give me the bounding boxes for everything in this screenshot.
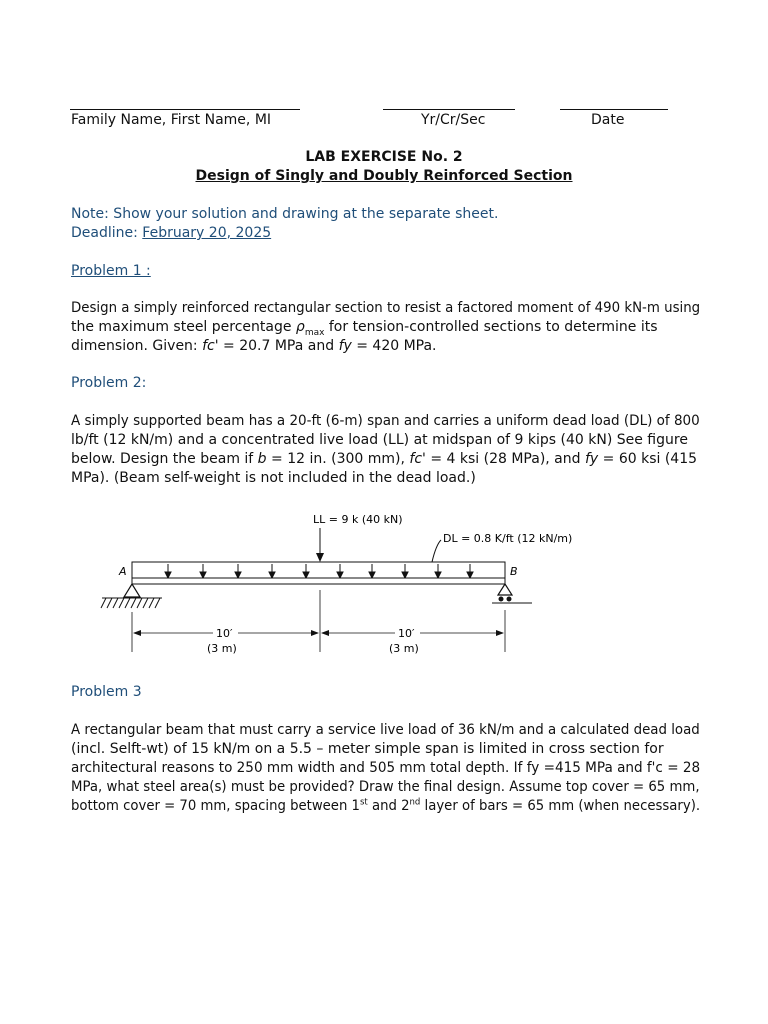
deadline	[71, 224, 271, 243]
problem3-line1: A rectangular beam that must carry a service live load of 36 kN/m and a calculated dead load	[71, 722, 700, 738]
span2-m: (3 m)	[389, 642, 419, 655]
dim-arrow-2r	[496, 630, 504, 636]
problem1-line3	[71, 337, 437, 356]
problem2-line3a: below. Design the beam if	[71, 451, 258, 467]
problem3-line5a: bottom cover = 70 mm, spacing between 1	[71, 798, 360, 814]
problem2-line2: lb/ft (12 kN/m) and a concentrated live load (LL) at midspan of 9 kips (40 kN) See figure	[71, 432, 688, 448]
problem2-heading: Problem 2:	[71, 375, 147, 391]
support-a-label: A	[119, 565, 127, 578]
dim-arrow-1r	[311, 630, 319, 636]
fc-symbol: fc'	[202, 338, 219, 354]
dl-arrows	[165, 564, 473, 578]
name-label: Family Name, First Name, MI	[71, 112, 272, 128]
support-a-pin	[124, 584, 140, 597]
beam	[132, 578, 505, 584]
problem2-line4: MPa). (Beam self-weight is not included in the dead load.)	[71, 470, 476, 486]
rho-subscript: max	[304, 327, 325, 338]
problem1-line2	[71, 318, 658, 337]
fc-symbol: fc'	[409, 451, 426, 467]
span1-m: (3 m)	[207, 642, 237, 655]
deadline-label: Deadline:	[71, 225, 143, 241]
date-label: Date	[591, 112, 625, 128]
problem2-line3b: = 12 in. (300 mm),	[266, 451, 410, 467]
problem2-line3d: = 60 ksi (415	[598, 451, 698, 467]
problem1-heading: Problem 1 :	[71, 263, 151, 279]
support-b-label: B	[510, 565, 518, 578]
span2-ft: 10′	[398, 627, 415, 640]
problem3-line2: (incl. Selft-wt) of 15 kN/m on a 5.5 – meter simple span is limited in cross section for	[71, 741, 664, 757]
problem2-line1: A simply supported beam has a 20-ft (6-m) span and carries a uniform dead load (DL) of 800	[71, 413, 700, 429]
span1-ft: 10′	[216, 627, 233, 640]
ll-label: LL = 9 k (40 kN)	[313, 513, 403, 526]
ll-arrowhead	[316, 553, 324, 562]
b-symbol: b	[257, 451, 267, 467]
roller-wheel-2	[507, 597, 512, 602]
section-label: Yr/Cr/Sec	[421, 112, 486, 128]
date-line	[560, 109, 668, 110]
problem1-line1: Design a simply reinforced rectangular section to resist a factored moment of 490 kN-m using	[71, 300, 701, 316]
dim-arrow-1l	[133, 630, 141, 636]
sup-st: st	[359, 797, 368, 808]
problem1-line2b: for tension-controlled sections to determine its	[324, 319, 658, 335]
dl-label: DL = 0.8 K/ft (12 kN/m)	[443, 532, 573, 545]
problem3-heading: Problem 3	[71, 684, 142, 700]
problem3-line5b: and 2	[367, 798, 410, 814]
name-line	[70, 109, 300, 110]
problem1-line3b: = 20.7 MPa and	[218, 338, 339, 354]
exercise-title: LAB EXERCISE No. 2	[305, 149, 463, 165]
problem1-line3a: dimension. Given:	[71, 338, 203, 354]
note-text: Note: Show your solution and drawing at the separate sheet.	[71, 206, 499, 222]
problem2-line3c: = 4 ksi (28 MPa), and	[425, 451, 585, 467]
sup-nd: nd	[409, 797, 421, 808]
problem2-line3	[71, 450, 697, 469]
problem3-line5c: layer of bars = 65 mm (when necessary).	[420, 798, 701, 814]
dl-leader	[432, 540, 441, 562]
ground-a-hatch	[101, 598, 160, 608]
fy-symbol: fy	[338, 338, 352, 354]
section-line	[383, 109, 515, 110]
exercise-subtitle: Design of Singly and Doubly Reinforced Section	[195, 168, 573, 184]
problem3-line4: MPa, what steel area(s) must be provided? Draw the final design. Assume top cover = 65 mm,	[71, 779, 700, 795]
deadline-date: February 20, 2025	[142, 225, 272, 241]
dl-load-block	[132, 562, 505, 578]
fy-symbol: fy	[584, 451, 599, 467]
problem1-line2a: the maximum steel percentage	[71, 319, 296, 335]
rho-symbol: ρ	[295, 319, 305, 335]
problem3-line5	[71, 797, 700, 816]
roller-wheel-1	[499, 597, 504, 602]
problem3-line3: architectural reasons to 250 mm width and 505 mm total depth. If fy =415 MPa and f'c = 28	[71, 760, 701, 776]
beam-figure	[0, 500, 768, 670]
support-b-roller	[498, 584, 512, 595]
problem1-line3c: = 420 MPa.	[351, 338, 437, 354]
dim-arrow-2l	[321, 630, 329, 636]
